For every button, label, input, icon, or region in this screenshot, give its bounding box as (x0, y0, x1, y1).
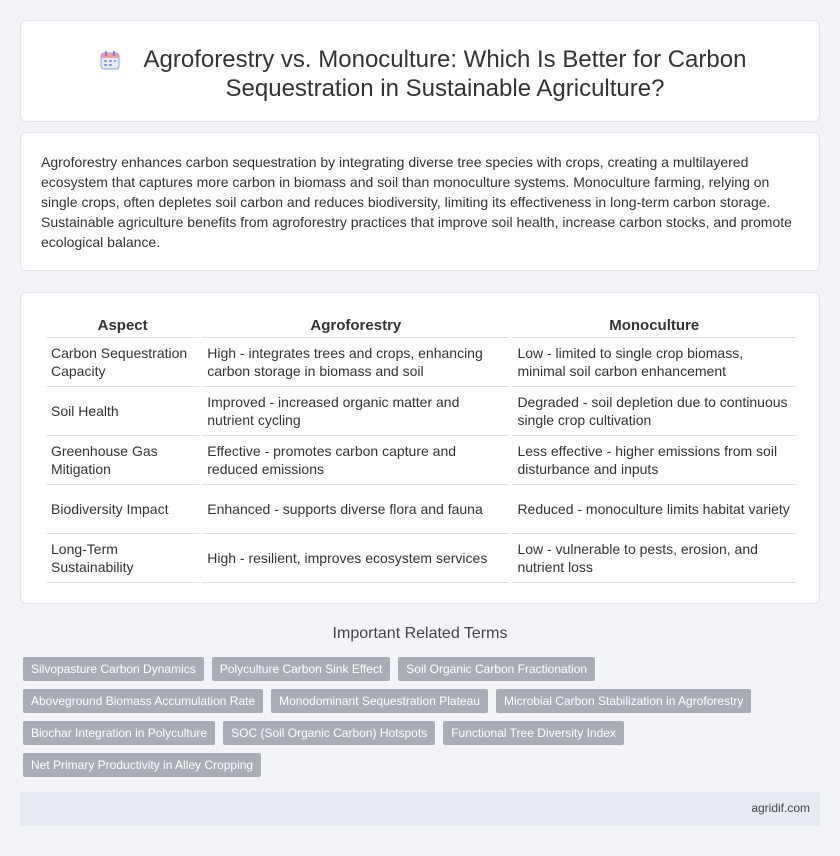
tag-row (23, 721, 813, 745)
cell-aspect: Soil Health (46, 387, 199, 436)
intro-card (20, 132, 820, 271)
table-header-row (46, 315, 796, 338)
table-row (46, 387, 796, 436)
title-card (20, 20, 820, 122)
cell-aspect: Carbon Sequestration Capacity (46, 338, 199, 387)
table-row (46, 534, 796, 583)
page-title: Agroforestry vs. Monoculture: Which Is Better for Carbon Sequestration in Sustainable Agriculture? (143, 46, 747, 102)
intro-paragraph: Agroforestry enhances carbon sequestration by integrating diverse tree species with crops, creating a multilayered ecosystem that captures more carbon in biomass and soil than monoculture systems. Monoculture farming, relying on single crops, often depletes soil carbon and reduces biodiversity, limiting its effectiveness in long-term carbon storage. Sustainable agriculture benefits from agroforestry practices that improve soil health, increase carbon stocks, and promote ecological balance. (41, 154, 792, 250)
comparison-card (20, 292, 820, 604)
tag-link[interactable]: SOC (Soil Organic Carbon) Hotspots (223, 721, 435, 745)
comparison-table (43, 315, 799, 583)
tag-link[interactable]: Biochar Integration in Polyculture (23, 721, 215, 745)
table-row (46, 485, 796, 534)
table-row (46, 436, 796, 485)
cell-aspect: Biodiversity Impact (46, 485, 199, 534)
tag-row (23, 657, 813, 681)
cell-agroforestry: Enhanced - supports diverse flora and fauna (202, 485, 509, 534)
related-terms-list (23, 657, 813, 785)
cell-aspect: Long-Term Sustainability (46, 534, 199, 583)
tag-link[interactable]: Functional Tree Diversity Index (443, 721, 624, 745)
tag-link[interactable]: Monodominant Sequestration Plateau (271, 689, 488, 713)
cell-monoculture: Less effective - higher emissions from soil disturbance and inputs (512, 436, 796, 485)
title-wrap (21, 45, 819, 103)
calendar-icon (99, 49, 121, 71)
cell-monoculture: Reduced - monoculture limits habitat variety (512, 485, 796, 534)
header-monoculture: Monoculture (512, 315, 796, 338)
table-row (46, 338, 796, 387)
tag-link[interactable]: Microbial Carbon Stabilization in Agroforestry (496, 689, 751, 713)
tag-row (23, 753, 813, 777)
tag-link[interactable]: Polyculture Carbon Sink Effect (212, 657, 391, 681)
tag-link[interactable]: Aboveground Biomass Accumulation Rate (23, 689, 263, 713)
cell-agroforestry: Effective - promotes carbon capture and reduced emissions (202, 436, 509, 485)
header-aspect: Aspect (46, 315, 199, 338)
footer-domain[interactable]: agridif.com (751, 801, 810, 815)
tag-row (23, 689, 813, 713)
cell-monoculture: Degraded - soil depletion due to continuous single crop cultivation (512, 387, 796, 436)
cell-agroforestry: Improved - increased organic matter and nutrient cycling (202, 387, 509, 436)
cell-agroforestry: High - resilient, improves ecosystem services (202, 534, 509, 583)
related-terms-heading: Important Related Terms (332, 625, 508, 642)
tag-link[interactable]: Net Primary Productivity in Alley Cropping (23, 753, 261, 777)
header-agroforestry: Agroforestry (202, 315, 509, 338)
footer (20, 792, 820, 826)
tag-link[interactable]: Soil Organic Carbon Fractionation (398, 657, 595, 681)
cell-monoculture: Low - vulnerable to pests, erosion, and nutrient loss (512, 534, 796, 583)
cell-monoculture: Low - limited to single crop biomass, minimal soil carbon enhancement (512, 338, 796, 387)
tag-link[interactable]: Silvopasture Carbon Dynamics (23, 657, 204, 681)
cell-agroforestry: High - integrates trees and crops, enhancing carbon storage in biomass and soil (202, 338, 509, 387)
cell-aspect: Greenhouse Gas Mitigation (46, 436, 199, 485)
